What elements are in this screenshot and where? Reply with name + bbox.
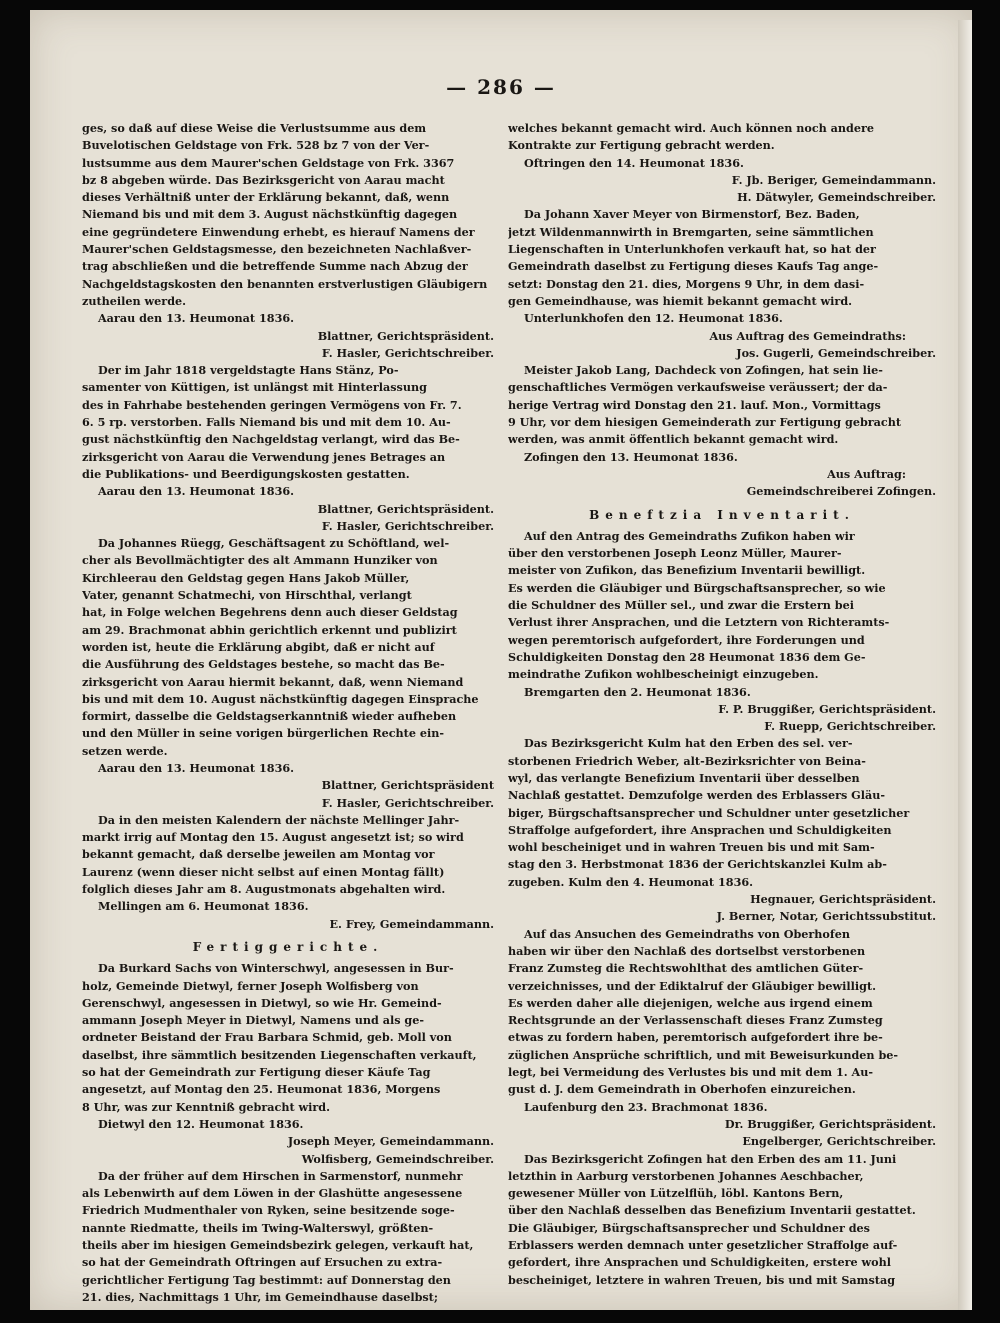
text-line: Das Bezirksgericht Kulm hat den Erben des sel. ver-: [524, 736, 853, 751]
text-line: samenter von Küttigen, ist unlängst mit Hinterlassung: [82, 380, 427, 395]
text-line: markt irrig auf Montag den 15. August angesetzt ist; so wird: [82, 830, 464, 845]
text-line: Blattner, Gerichtspräsident: [321, 778, 494, 793]
text-line: Da Johannes Rüegg, Geschäftsagent zu Schöftland, wel-: [98, 536, 450, 551]
text-line: Kontrakte zur Fertigung gebracht werden.: [508, 138, 775, 153]
text-line: Aarau den 13. Heumonat 1836.: [98, 311, 295, 326]
text-line: Mellingen am 6. Heumonat 1836.: [98, 899, 309, 914]
text-line: angesetzt, auf Montag den 25. Heumonat 1836, Morgens: [82, 1082, 441, 1097]
text-line: F. Hasler, Gerichtschreiber.: [321, 518, 494, 533]
text-line: am 29. Brachmonat abhin gerichtlich erkennt und publizirt: [82, 622, 457, 637]
text-line: züglichen Ansprüche schriftlich, und mit Beweisurkunden be-: [508, 1047, 899, 1062]
page-number: — 286 —: [446, 75, 556, 99]
text-line: worden ist, heute die Erklärung abgibt, daß er nicht auf: [82, 639, 435, 654]
text-line: gefordert, ihre Ansprachen und Schuldigkeiten, erstere wohl: [508, 1255, 891, 1270]
text-line: Aus Auftrag:: [827, 466, 906, 481]
text-line: Verlust ihrer Ansprachen, und die Letztern von Richteramts-: [508, 615, 890, 630]
text-line: über den Nachlaß desselben das Benefizium Inventarii gestattet.: [508, 1203, 916, 1218]
text-line: F. Hasler, Gerichtschreiber.: [321, 795, 494, 810]
text-line: über den verstorbenen Joseph Leonz Müller, Maurer-: [508, 546, 842, 561]
text-line: haben wir über den Nachlaß des dortselbst verstorbenen: [508, 943, 866, 958]
text-line: Straffolge aufgefordert, ihre Ansprachen und Schuldigkeiten: [508, 822, 892, 837]
text-line: Gemeindrath daselbst zu Fertigung dieses Kaufs Tag ange-: [508, 259, 879, 274]
text-line: bz 8 abgeben würde. Das Bezirksgericht von Aarau macht: [82, 172, 445, 187]
text-line: Erblassers werden demnach unter gesetzlicher Straffolge auf-: [508, 1238, 898, 1252]
text-line: ammann Joseph Meyer in Dietwyl, Namens und als ge-: [82, 1013, 424, 1028]
right-column: [508, 120, 936, 1289]
text-line: Niemand bis und mit dem 3. August nächstkünftig dagegen: [82, 207, 458, 222]
section-heading: Beneftzia Inventarit.: [589, 507, 855, 522]
text-line: Der im Jahr 1818 vergeldstagte Hans Stänz, Po-: [98, 363, 399, 378]
text-line: zirksgericht von Aarau hiermit bekannt, daß, wenn Niemand: [82, 674, 464, 689]
text-line: bescheiniget, letztere in wahren Treuen, bis und mit Samstag: [508, 1272, 896, 1287]
text-line: gerichtlicher Fertigung Tag bestimmt: auf Donnerstag den: [82, 1272, 451, 1287]
text-line: Es werden daher alle diejenigen, welche aus irgend einem: [508, 995, 873, 1010]
text-line: Nachlaß gestattet. Demzufolge werden des Erblassers Gläu-: [508, 788, 886, 803]
text-line: gust nächstkünftig den Nachgeldstag verlangt, wird das Be-: [82, 432, 460, 447]
text-line: des in Fahrhabe bestehenden geringen Vermögens von Fr. 7.: [82, 397, 462, 412]
text-line: wyl, das verlangte Benefizium Inventarii über desselben: [508, 770, 860, 785]
text-line: meindrathe Zufikon wohlbescheinigt einzugeben.: [508, 667, 819, 682]
text-line: meister von Zufikon, das Benefizium Inventarii bewilligt.: [508, 563, 866, 578]
text-line: Aarau den 13. Heumonat 1836.: [98, 760, 295, 775]
text-line: nannte Riedmatte, theils im Twing-Walterswyl, größten-: [82, 1220, 434, 1235]
text-line: Da der früher auf dem Hirschen in Sarmenstorf, nunmehr: [98, 1168, 463, 1183]
text-line: 21. dies, Nachmittags 1 Uhr, im Gemeindhause daselbst;: [82, 1289, 438, 1304]
text-line: lustsumme aus dem Maurer'schen Geldstage von Frk. 3367: [82, 155, 455, 170]
text-line: bis und mit dem 10. August nächstkünftig dagegen Einsprache: [82, 691, 479, 706]
text-line: Blattner, Gerichtspräsident.: [317, 328, 494, 343]
text-line: Zofingen den 13. Heumonat 1836.: [524, 449, 738, 464]
text-line: gen Gemeindhause, was hiemit bekannt gemacht wird.: [508, 293, 853, 308]
text-line: als Lebenwirth auf dem Löwen in der Glashütte angesessene: [82, 1186, 463, 1201]
text-line: Engelberger, Gerichtschreiber.: [742, 1134, 936, 1149]
text-line: Auf das Ansuchen des Gemeindraths von Oberhofen: [524, 926, 850, 941]
text-line: wohl bescheiniget und in wahren Treuen bis und mit Sam-: [508, 840, 875, 855]
text-line: verzeichnisses, und der Ediktalruf der Gläubiger bewilligt.: [508, 978, 877, 993]
text-line: H. Dätwyler, Gemeindschreiber.: [737, 190, 936, 205]
text-line: Gerenschwyl, angesessen in Dietwyl, so wie Hr. Gemeind-: [82, 995, 442, 1010]
text-line: Unterlunkhofen den 12. Heumonat 1836.: [524, 311, 783, 326]
text-line: werden, was anmit öffentlich bekannt gemacht wird.: [508, 432, 839, 447]
text-line: und den Müller in seine vorigen bürgerlichen Rechte ein-: [82, 726, 445, 741]
text-line: die Ausführung des Geldstages bestehe, so macht das Be-: [82, 657, 445, 672]
text-line: wegen peremtorisch aufgefordert, ihre Forderungen und: [508, 632, 865, 647]
text-line: Da Johann Xaver Meyer von Birmenstorf, Bez. Baden,: [524, 207, 860, 222]
text-line: setzen werde.: [82, 743, 168, 758]
text-line: F. Ruepp, Gerichtschreiber.: [764, 719, 936, 734]
text-line: die Schuldner des Müller sel., und zwar die Erstern bei: [508, 598, 854, 613]
text-line: Laufenburg den 23. Brachmonat 1836.: [524, 1099, 768, 1114]
text-line: zirksgericht von Aarau die Verwendung jenes Betrages an: [82, 449, 446, 464]
text-line: Maurer'schen Geldstagsmesse, den bezeichneten Nachlaßver-: [82, 242, 472, 257]
text-line: bekannt gemacht, daß derselbe jeweilen am Montag vor: [82, 847, 435, 862]
text-line: Dr. Bruggißer, Gerichtspräsident.: [724, 1116, 936, 1131]
text-line: Liegenschaften in Unterlunkhofen verkauft hat, so hat der: [508, 242, 876, 257]
text-line: legt, bei Vermeidung des Verlustes bis und mit dem 1. Au-: [508, 1065, 873, 1080]
text-line: holz, Gemeinde Dietwyl, ferner Joseph Wolfisberg von: [82, 978, 419, 993]
text-line: theils aber im hiesigen Gemeindsbezirk gelegen, verkauft hat,: [82, 1238, 474, 1252]
text-line: Da Burkard Sachs von Winterschwyl, angesessen in Bur-: [98, 961, 454, 976]
text-line: 9 Uhr, vor dem hiesigen Gemeinderath zur Fertigung gebracht: [508, 415, 902, 430]
text-line: Schuldigkeiten Donstag den 28 Heumonat 1836 dem Ge-: [508, 649, 866, 664]
text-line: zutheilen werde.: [82, 293, 187, 308]
text-line: Nachgeldstagskosten den benannten erstverlustigen Gläubigern: [82, 276, 488, 291]
text-line: Kirchleerau den Geldstag gegen Hans Jakob Müller,: [82, 570, 410, 585]
text-line: stag den 3. Herbstmonat 1836 der Gerichtskanzlei Kulm ab-: [508, 857, 887, 872]
text-line: Aus Auftrag des Gemeindraths:: [709, 328, 906, 343]
text-line: so hat der Gemeindrath Oftringen auf Ersuchen zu extra-: [82, 1255, 443, 1270]
text-line: die Publikations- und Beerdigungskosten gestatten.: [82, 466, 410, 481]
text-line: daselbst, ihre sämmtlich besitzenden Liegenschaften verkauft,: [82, 1047, 477, 1062]
text-line: eine gegründetere Einwendung erhebt, es hierauf Namens der: [82, 224, 475, 239]
section-heading: Fertiggerichte.: [192, 939, 384, 954]
text-line: genschaftliches Vermögen verkaufsweise veräussert; der da-: [508, 380, 888, 395]
text-line: Die Gläubiger, Bürgschaftsansprecher und Schuldner des: [508, 1220, 870, 1235]
text-line: F. P. Bruggißer, Gerichtspräsident.: [718, 701, 936, 716]
text-line: Friedrich Mudmenthaler von Ryken, seine besitzende soge-: [82, 1203, 455, 1218]
text-line: folglich dieses Jahr am 8. Augustmonats abgehalten wird.: [82, 882, 446, 897]
text-line: Joseph Meyer, Gemeindammann.: [287, 1134, 494, 1149]
text-line: Oftringen den 14. Heumonat 1836.: [524, 155, 744, 170]
text-line: Rechtsgrunde an der Verlassenschaft dieses Franz Zumsteg: [508, 1013, 883, 1028]
text-line: welches bekannt gemacht wird. Auch können noch andere: [508, 121, 875, 135]
text-line: cher als Bevollmächtigter des alt Ammann Hunziker von: [82, 553, 438, 568]
text-line: Da in den meisten Kalendern der nächste Mellinger Jahr-: [98, 812, 460, 827]
text-line: Dietwyl den 12. Heumonat 1836.: [98, 1116, 304, 1131]
text-line: ordneter Beistand der Frau Barbara Schmid, geb. Moll von: [82, 1030, 452, 1045]
text-line: Aarau den 13. Heumonat 1836.: [98, 484, 295, 499]
text-line: F. Hasler, Gerichtschreiber.: [321, 345, 494, 360]
text-line: Wolfisberg, Gemeindschreiber.: [301, 1151, 494, 1166]
left-column: [82, 120, 494, 1306]
text-line: Franz Zumsteg die Rechtswohlthat des amtlichen Güter-: [508, 961, 864, 976]
text-line: Buvelotischen Geldstage von Frk. 528 bz 7 von der Ver-: [82, 138, 430, 153]
text-line: Auf den Antrag des Gemeindraths Zufikon haben wir: [524, 528, 855, 543]
text-line: herige Vertrag wird Donstag den 21. lauf. Mon., Vormittags: [508, 397, 881, 412]
newspaper-page: [30, 10, 972, 1310]
text-line: gust d. J. dem Gemeindrath in Oberhofen einzureichen.: [508, 1082, 856, 1097]
text-line: hat, in Folge welchen Begehrens denn auch dieser Geldstag: [82, 605, 458, 620]
text-line: formirt, dasselbe die Geldstagserkanntniß wieder aufheben: [82, 709, 457, 724]
text-line: ges, so daß auf diese Weise die Verlustsumme aus dem: [82, 121, 427, 135]
text-line: Hegnauer, Gerichtspräsident.: [750, 892, 936, 907]
text-line: Meister Jakob Lang, Dachdeck von Zofingen, hat sein lie-: [524, 363, 883, 378]
text-line: 6. 5 rp. verstorben. Falls Niemand bis und mit dem 10. Au-: [82, 415, 451, 430]
text-line: gewesener Müller von Lützelflüh, löbl. Kantons Bern,: [508, 1186, 844, 1201]
text-line: Blattner, Gerichtspräsident.: [317, 501, 494, 516]
text-line: Das Bezirksgericht Zofingen hat den Erben des am 11. Juni: [524, 1151, 897, 1166]
text-line: dieses Verhältniß unter der Erklärung bekannt, daß, wenn: [82, 190, 450, 205]
text-line: Jos. Gugerli, Gemeindschreiber.: [736, 345, 936, 360]
text-line: Vater, genannt Schatmechi, von Hirschthal, verlangt: [82, 588, 412, 603]
next-page-edge: [958, 20, 972, 1310]
text-line: so hat der Gemeindrath zur Fertigung dieser Käufe Tag: [82, 1065, 431, 1080]
text-line: setzt: Donstag den 21. dies, Morgens 9 Uhr, in dem dasi-: [508, 276, 865, 291]
text-line: letzthin in Aarburg verstorbenen Johannes Aeschbacher,: [508, 1168, 864, 1183]
text-line: 8 Uhr, was zur Kenntniß gebracht wird.: [82, 1099, 331, 1114]
text-line: Gemeindschreiberei Zofingen.: [746, 484, 936, 499]
text-line: etwas zu fordern haben, peremtorisch aufgefordert ihre be-: [508, 1030, 883, 1045]
text-line: Es werden die Gläubiger und Bürgschaftsansprecher, so wie: [508, 580, 886, 595]
text-line: zugeben. Kulm den 4. Heumonat 1836.: [508, 874, 754, 889]
text-line: Bremgarten den 2. Heumonat 1836.: [524, 684, 751, 699]
text-line: E. Frey, Gemeindammann.: [329, 916, 494, 931]
text-line: biger, Bürgschaftsansprecher und Schuldner unter gesetzlicher: [508, 805, 910, 820]
text-line: F. Jb. Beriger, Gemeindammann.: [731, 172, 936, 187]
text-line: trag abschließen und die betreffende Summe nach Abzug der: [82, 259, 468, 274]
text-line: storbenen Friedrich Weber, alt-Bezirksrichter von Beina-: [508, 753, 866, 768]
text-line: jetzt Wildenmannwirth in Bremgarten, seine sämmtlichen: [508, 224, 874, 239]
text-line: Laurenz (wenn dieser nicht selbst auf einen Montag fällt): [82, 864, 445, 879]
text-line: J. Berner, Notar, Gerichtssubstitut.: [716, 909, 936, 924]
